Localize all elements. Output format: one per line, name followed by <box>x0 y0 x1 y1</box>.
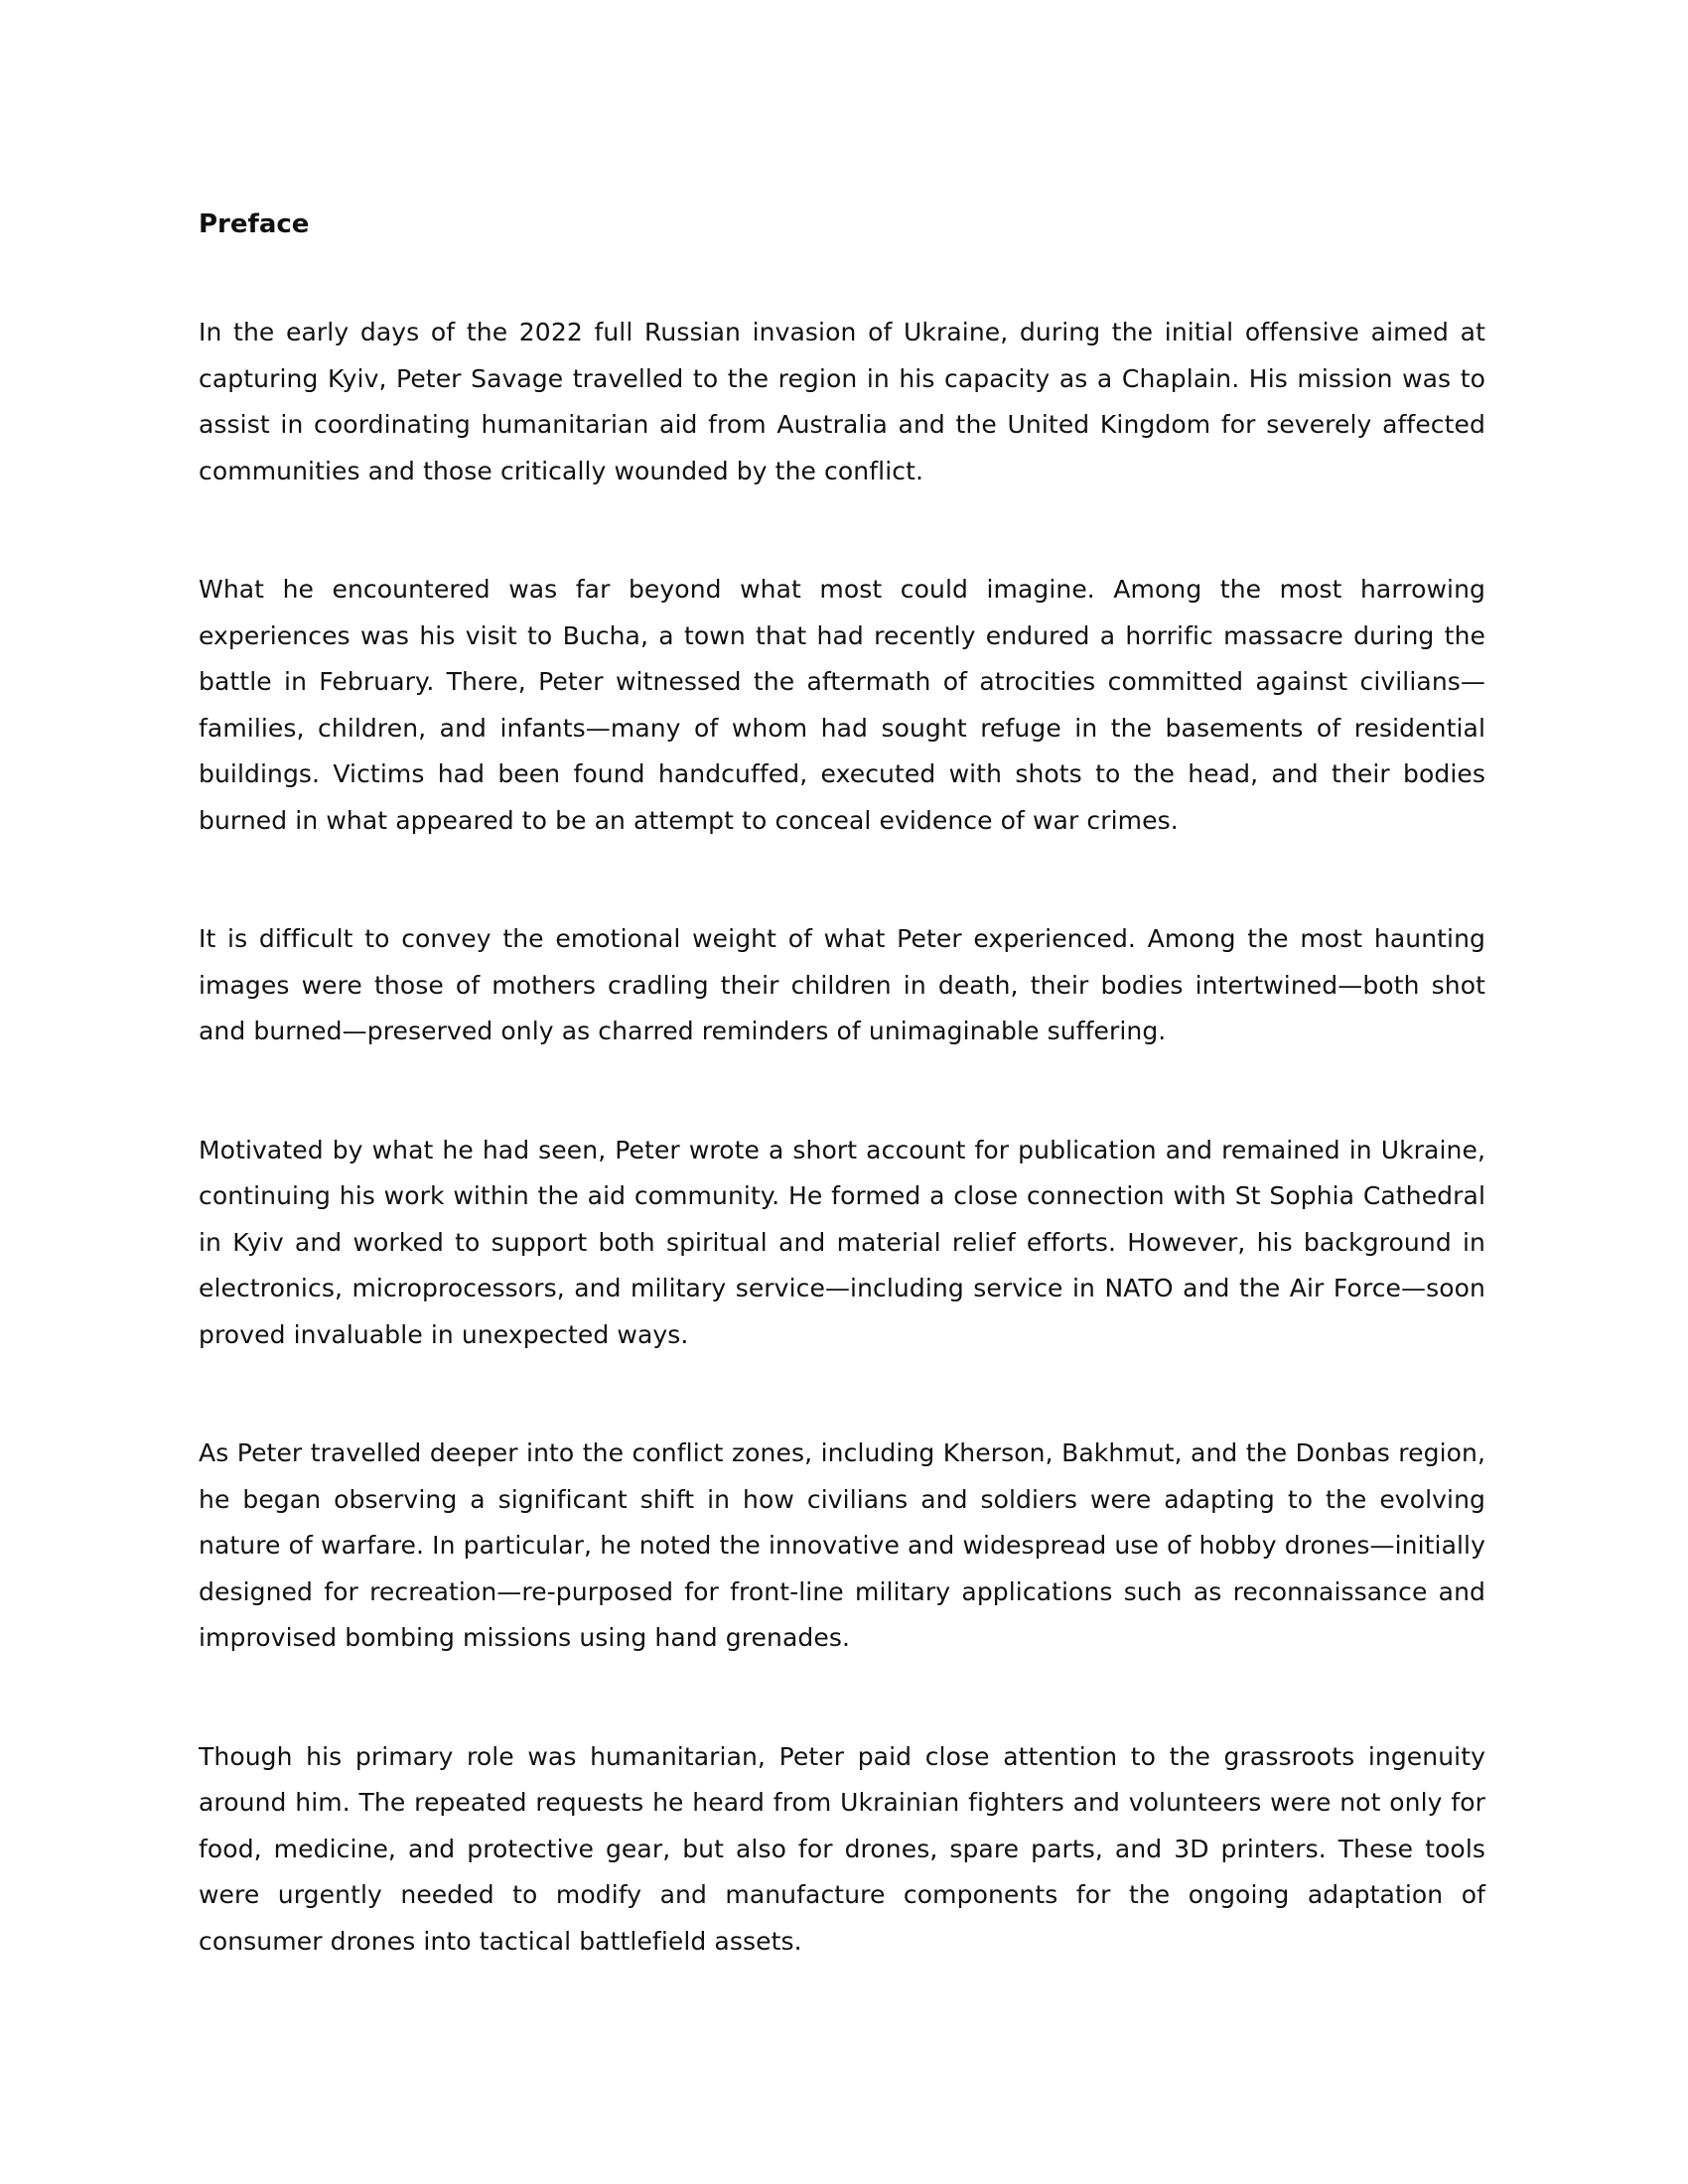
paragraph: It is difficult to convey the emotional weight of what Peter experienced. Among the most haunting images were those of mothers cradling their children in death, their bodies intertwined—both shot and burned—preserved only as charred reminders of unimaginable suffering. <box>199 924 1485 1045</box>
section-heading: Preface <box>199 209 310 239</box>
paragraph: Motivated by what he had seen, Peter wrote a short account for publication and remained in Ukraine, continuing his work within the aid community. He formed a close connection with St Sophia Cathedral in Kyiv and worked to support both spiritual and material relief efforts. However, his background in electronics, microprocessors, and military service—including service in NATO and the Air Force—soon proved invaluable in unexpected ways. <box>199 1135 1485 1349</box>
paragraph: Though his primary role was humanitarian, Peter paid close attention to the grassroots ingenuity around him. The repeated requests he heard from Ukrainian fighters and volunteers were not only for food, medicine, and protective gear, but also for drones, spare parts, and 3D printers. These tools were urgently needed to modify and manufacture components for the ongoing adaptation of consumer drones into tactical battlefield assets. <box>199 1741 1485 1956</box>
paragraph: As Peter travelled deeper into the conflict zones, including Kherson, Bakhmut, and the Donbas region, he began observing a significant shift in how civilians and soldiers were adapting to the evolving nature of warfare. In particular, he noted the innovative and widespread use of hobby drones—initially designed for recreation—re-purposed for front-line military applications such as reconnaissance and improvised bombing missions using hand grenades. <box>199 1438 1485 1652</box>
paragraph: What he encountered was far beyond what most could imagine. Among the most harrowing experiences was his visit to Bucha, a town that had recently endured a horrific massacre during the battle in February. There, Peter witnessed the aftermath of atrocities committed against civilians—families, children, and infants—many of whom had sought refuge in the basements of residential buildings. Victims had been found handcuffed, executed with shots to the head, and their bodies burned in what appeared to be an attempt to conceal evidence of war crimes. <box>199 575 1485 835</box>
document-page <box>199 208 1485 2037</box>
paragraph: In the early days of the 2022 full Russian invasion of Ukraine, during the initial offensive aimed at capturing Kyiv, Peter Savage travelled to the region in his capacity as a Chaplain. His mission was to assist in coordinating humanitarian aid from Australia and the United Kingdom for severely affected communities and those critically wounded by the conflict. <box>199 318 1485 485</box>
